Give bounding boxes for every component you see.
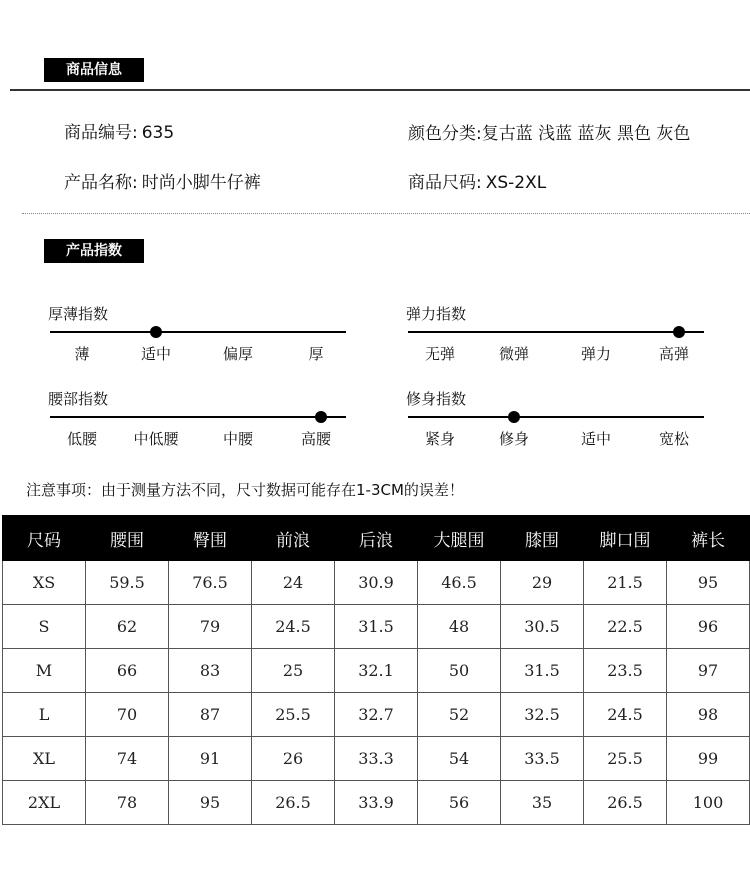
table-cell: 78 <box>86 781 169 825</box>
section-divider <box>10 89 750 91</box>
header-leg-opening: 脚口围 <box>584 516 667 561</box>
table-cell: 99 <box>667 737 750 781</box>
product-name-value: 时尚小脚牛仔裤 <box>141 173 261 193</box>
table-cell: 26.5 <box>252 781 335 825</box>
table-cell: 32.5 <box>501 693 584 737</box>
scale-marker <box>508 411 520 423</box>
scale-option: 适中 <box>140 345 172 363</box>
product-name <box>64 168 261 193</box>
table-cell: 31.5 <box>335 605 418 649</box>
table-cell: 98 <box>667 693 750 737</box>
table-header-row <box>3 516 750 561</box>
scale-track <box>50 331 346 333</box>
product-colors-label: 颜色分类: <box>408 124 482 144</box>
table-cell: 52 <box>418 693 501 737</box>
scale-option: 适中 <box>580 430 612 448</box>
header-length: 裤长 <box>667 516 750 561</box>
table-cell: 96 <box>667 605 750 649</box>
scale-option: 低腰 <box>66 430 98 448</box>
table-cell: 100 <box>667 781 750 825</box>
header-thigh: 大腿围 <box>418 516 501 561</box>
table-cell: 50 <box>418 649 501 693</box>
scale-option: 无弹 <box>424 345 456 363</box>
scale-option: 厚 <box>308 345 324 363</box>
table-cell: 25.5 <box>252 693 335 737</box>
table-cell: 79 <box>169 605 252 649</box>
header-size: 尺码 <box>3 516 86 561</box>
table-cell: 33.3 <box>335 737 418 781</box>
table-cell: XL <box>3 737 86 781</box>
scale-marker <box>150 326 162 338</box>
table-cell: 24.5 <box>584 693 667 737</box>
table-cell: 97 <box>667 649 750 693</box>
table-cell: M <box>3 649 86 693</box>
size-table <box>2 515 750 825</box>
table-row <box>3 781 750 825</box>
scale-option: 高弹 <box>658 345 690 363</box>
scale-option: 弹力 <box>580 345 612 363</box>
scale-option: 中低腰 <box>133 430 179 448</box>
product-size-value: XS-2XL <box>485 173 547 193</box>
table-cell: 23.5 <box>584 649 667 693</box>
table-cell: 62 <box>86 605 169 649</box>
table-row <box>3 693 750 737</box>
scale-option: 修身 <box>498 430 530 448</box>
table-cell: 26 <box>252 737 335 781</box>
section-title-product-info: 商品信息 <box>44 58 144 82</box>
table-cell: 29 <box>501 561 584 605</box>
scale-waist <box>48 388 346 478</box>
table-cell: 32.7 <box>335 693 418 737</box>
table-cell: 59.5 <box>86 561 169 605</box>
scale-fit <box>406 388 704 478</box>
table-cell: XS <box>3 561 86 605</box>
scale-option: 紧身 <box>424 430 456 448</box>
scale-title: 修身指数 <box>406 390 467 408</box>
table-cell: 48 <box>418 605 501 649</box>
table-cell: 24.5 <box>252 605 335 649</box>
table-cell: S <box>3 605 86 649</box>
scale-option: 高腰 <box>300 430 332 448</box>
scale-thickness <box>48 303 346 393</box>
product-size-label: 商品尺码: <box>408 173 482 193</box>
scale-title: 弹力指数 <box>406 305 467 323</box>
scale-option: 宽松 <box>658 430 690 448</box>
table-cell: 95 <box>169 781 252 825</box>
scale-track <box>50 416 346 418</box>
table-row <box>3 649 750 693</box>
table-cell: 2XL <box>3 781 86 825</box>
table-cell: 32.1 <box>335 649 418 693</box>
table-row <box>3 561 750 605</box>
table-cell: 74 <box>86 737 169 781</box>
table-cell: 91 <box>169 737 252 781</box>
table-cell: 56 <box>418 781 501 825</box>
scale-option: 中腰 <box>222 430 254 448</box>
product-name-label: 产品名称: <box>64 173 138 193</box>
table-cell: L <box>3 693 86 737</box>
table-row <box>3 605 750 649</box>
table-cell: 33.9 <box>335 781 418 825</box>
table-cell: 33.5 <box>501 737 584 781</box>
table-row <box>3 737 750 781</box>
table-cell: 54 <box>418 737 501 781</box>
table-cell: 46.5 <box>418 561 501 605</box>
scale-marker <box>315 411 327 423</box>
scale-elasticity <box>406 303 704 393</box>
section-title-product-index: 产品指数 <box>44 239 144 263</box>
table-cell: 26.5 <box>584 781 667 825</box>
table-cell: 25.5 <box>584 737 667 781</box>
table-cell: 30.5 <box>501 605 584 649</box>
header-waist: 腰围 <box>86 516 169 561</box>
product-colors-value: 复古蓝 浅蓝 蓝灰 黑色 灰色 <box>481 124 691 144</box>
scale-track <box>408 331 704 333</box>
table-cell: 83 <box>169 649 252 693</box>
dotted-divider <box>22 213 750 214</box>
scale-marker <box>673 326 685 338</box>
scale-option: 偏厚 <box>222 345 254 363</box>
table-cell: 76.5 <box>169 561 252 605</box>
scale-title: 厚薄指数 <box>48 305 109 323</box>
scale-title: 腰部指数 <box>48 390 109 408</box>
table-cell: 95 <box>667 561 750 605</box>
table-cell: 21.5 <box>584 561 667 605</box>
table-cell: 22.5 <box>584 605 667 649</box>
scale-option: 微弹 <box>498 345 530 363</box>
table-cell: 87 <box>169 693 252 737</box>
product-size-range <box>408 168 546 193</box>
header-knee: 膝围 <box>501 516 584 561</box>
measurement-note: 注意事项：由于测量方法不同，尺寸数据可能存在1-3CM的误差！ <box>26 481 464 499</box>
product-colors <box>408 119 690 144</box>
header-front-rise: 前浪 <box>252 516 335 561</box>
header-back-rise: 后浪 <box>335 516 418 561</box>
table-cell: 31.5 <box>501 649 584 693</box>
product-code-value: 635 <box>141 123 175 143</box>
table-cell: 66 <box>86 649 169 693</box>
scale-track <box>408 416 704 418</box>
table-cell: 35 <box>501 781 584 825</box>
scale-option: 薄 <box>74 345 90 363</box>
table-cell: 30.9 <box>335 561 418 605</box>
product-code <box>64 118 174 143</box>
table-cell: 25 <box>252 649 335 693</box>
table-cell: 24 <box>252 561 335 605</box>
product-code-label: 商品编号: <box>64 123 138 143</box>
header-hip: 臀围 <box>169 516 252 561</box>
table-cell: 70 <box>86 693 169 737</box>
